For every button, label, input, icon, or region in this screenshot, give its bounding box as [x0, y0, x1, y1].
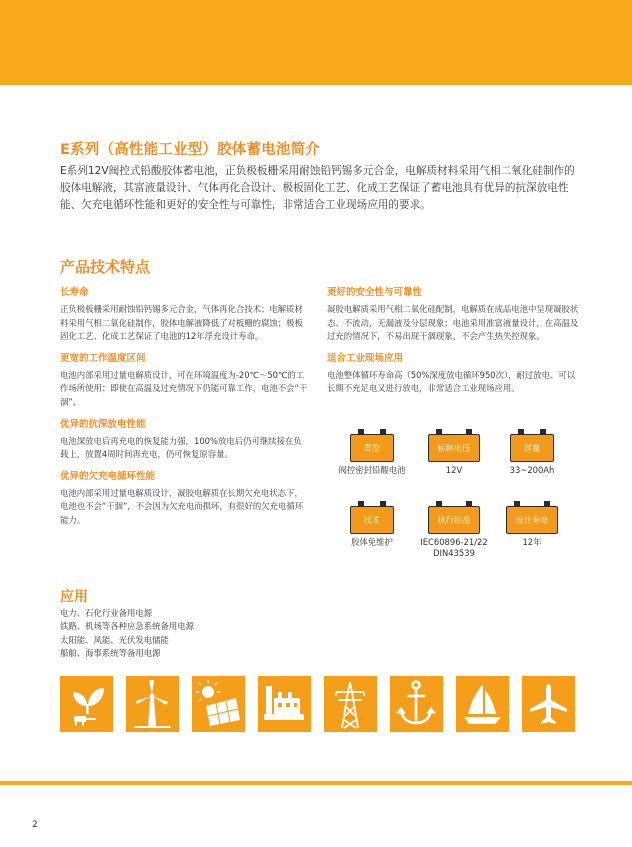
- feature-text: 电池内部采用过量电解质设计，凝胶电解质在长期欠充电状态下，电池也不会“干涸”，不会因为欠充电而损坏，有很好的欠充电循环能力。: [60, 487, 304, 525]
- application-icon-row: [60, 676, 578, 732]
- feature-heading: 长寿命: [60, 287, 89, 298]
- features-title: 产品技术特点: [60, 258, 151, 276]
- feature-text: 电池内部采用过量电解质设计，可在环境温度为-20℃～50℃的工作场所使用；即使在高温及过充情况下仍能可靠工作，电池不会“干涸”。: [60, 369, 308, 407]
- spec-item-capacity: [487, 428, 577, 476]
- applications-title: 应用: [60, 589, 88, 605]
- plant-plug-icon: [60, 676, 113, 732]
- battery-icon: [350, 506, 394, 534]
- page-number: 2: [32, 820, 38, 830]
- airplane-icon: [522, 676, 575, 732]
- features-left-column: [60, 284, 310, 534]
- battery-icon: [506, 506, 558, 534]
- spec-value: 33~200Ah: [509, 465, 555, 475]
- application-item: 太阳能、风能、光伏发电储能: [60, 634, 169, 645]
- spec-value-2: DIN43539: [433, 548, 475, 558]
- spec-item-type: [327, 428, 417, 476]
- spec-value: 阀控密封铅酸电池: [338, 465, 406, 475]
- spec-label: 执行标准: [437, 515, 471, 525]
- feature-heading: 更宽的工作温度区间: [60, 352, 146, 364]
- battery-icon: [428, 506, 480, 534]
- applications-list: [60, 607, 194, 660]
- feature-heading: 优异的欠充电循环性能: [60, 470, 156, 482]
- spec-item-voltage: [409, 428, 499, 476]
- spec-value: 12V: [445, 465, 463, 475]
- feature-text: 电池深放电后再充电的恢复能力强，100%放电后仍可继续接在负载上，放置4周时间再充电，仍可恢复原容量。: [60, 435, 302, 460]
- application-item: 船舶、海事系统等备用电源: [60, 647, 161, 658]
- spec-value: 12年: [522, 537, 542, 547]
- feature-text: 正负极板栅采用耐蚀铅钙锡多元合金，气体再化合技术；电解质材料采用气相二氧化硅制作，胶体电解液降低了对板栅的腐蚀；极板固化工艺、化成工艺保证了电池的12年浮充设计寿命。: [60, 304, 303, 342]
- battery-icon: [350, 434, 394, 462]
- application-item: 电力、石化行业备用电源: [60, 608, 153, 618]
- spec-item-technology: [327, 500, 417, 548]
- sailboat-icon: [456, 676, 509, 732]
- feature-heading: 优异的抗深放电性能: [60, 418, 146, 430]
- spec-item-design-life: [487, 500, 577, 548]
- feature-heading: 更好的安全性与可靠性: [327, 287, 423, 298]
- feature-text: 凝胶电解质采用气相二氧化硅配制，电解质在成品电池中呈现凝胶状态、不流动，无漏液及分层现象；电池采用准富液量设计，在高温及过充的情况下，不易出现干涸现象，不会产生热失控现象。: [327, 304, 579, 342]
- spec-value: IEC60896-21/22: [420, 537, 488, 547]
- battery-icon: [428, 434, 480, 462]
- application-item: 铁路、机场等各种应急系统备用电源: [60, 621, 194, 632]
- intro-body: E系列12V阀控式铅酸胶体蓄电池，正负极板栅采用耐蚀铅钙锡多元合金，电解质材料采用气相二氧化硅制作的胶体电解液，其富液量设计、气体再化合设计、极板固化工艺、化成工艺保证了蓄电池具有优异的抗深放电性能、欠充电循环性能和更好的安全性与可靠性，非常适合工业现场应用的要求。: [60, 165, 575, 211]
- footer-line: [0, 781, 632, 785]
- feature-text: 电池整体循环寿命高（50%深度放电循环950次），耐过放电、可以长期不充足电又进行放电，非常适合工业现场应用。: [327, 369, 576, 394]
- header-band: [0, 0, 632, 85]
- spec-item-standard: [409, 500, 499, 559]
- transmission-tower-icon: [324, 676, 377, 732]
- spec-value: 胶体免维护: [351, 537, 393, 547]
- features-right-column: [327, 284, 579, 402]
- spec-grid: [327, 428, 579, 578]
- spec-label: 技术: [363, 515, 381, 525]
- spec-label: 容量: [523, 443, 541, 453]
- spec-label: 设计寿命: [515, 515, 549, 525]
- battery-icon: [510, 434, 554, 462]
- intro-title: E系列（高性能工业型）胶体蓄电池简介: [60, 142, 321, 158]
- power-plant-icon: [258, 676, 311, 732]
- spec-label: 标称电压: [437, 443, 471, 453]
- solar-panel-icon: [192, 676, 245, 732]
- anchor-icon: [390, 676, 443, 732]
- spec-label: 类型: [363, 443, 381, 453]
- feature-heading: 适合工业现场应用: [327, 352, 404, 364]
- wind-turbine-icon: [126, 676, 179, 732]
